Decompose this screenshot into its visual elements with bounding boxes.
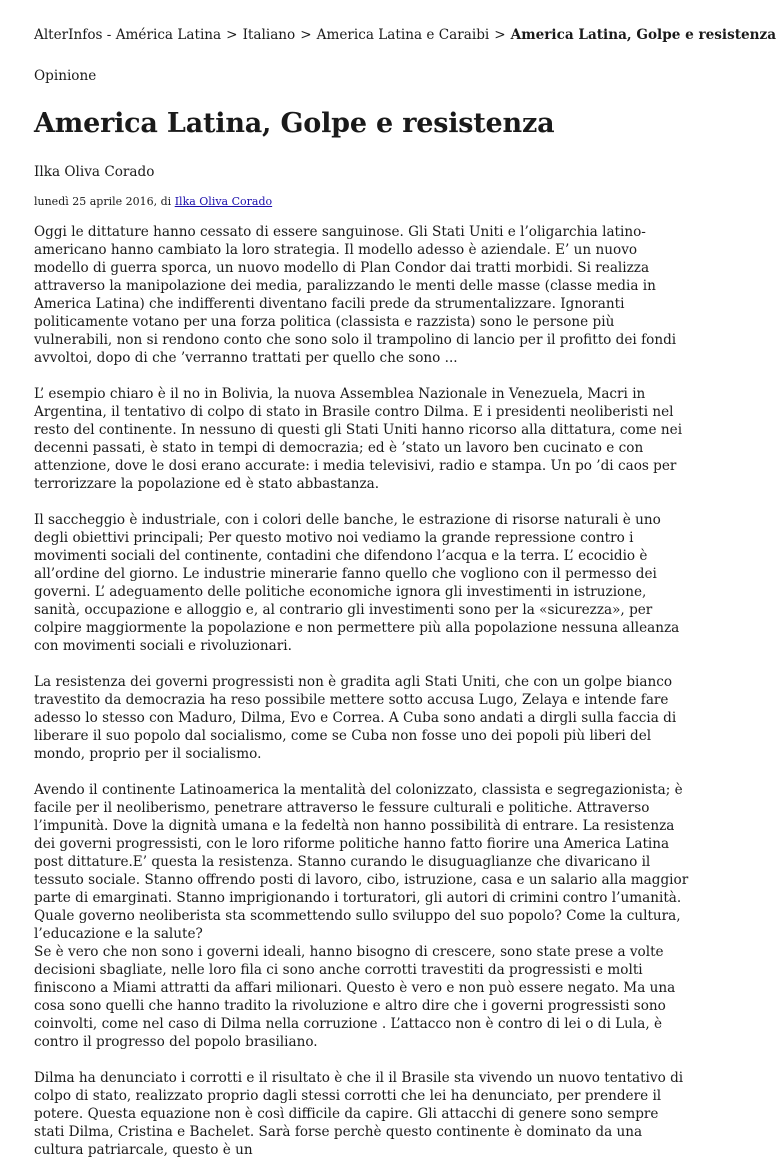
paragraph: Oggi le dittature hanno cessato di essere sanguinose. Gli Stati Uniti e l’oligarchia latino-americano hanno cambiato la loro strategia. Il modello adesso è aziendale. E’ un nuovo modello di guerra sporca, un nuovo modello di Plan Condor dai tratti morbidi. Si realizza attraverso la manipolazione dei media, paralizzando le menti delle masse (classe media in America Latina) che indifferenti diventano facili prede da strumentalizzare. Ignoranti politicamente votano per una forza politica (classista e razzista) sono le persone più vulnerabili, non si rendono conto che sono solo il trampolino di lancio per il profitto dei fondi avvoltoi, dopo di che ’verranno trattati per quello che sono ... (34, 224, 677, 366)
article-date: lunedì 25 aprile 2016, di (34, 195, 172, 208)
article-author: Ilka Oliva Corado (34, 164, 155, 180)
breadcrumb-separator: > (300, 27, 312, 43)
paragraph: Dilma ha denunciato i corrotti e il risultato è che il il Brasile sta vivendo un nuovo tentativo di colpo di stato, realizzato proprio dagli stessi corrotti che lei ha denunciato, per prendere il potere. Questa equazione non è così difficile da capire. Gli attacchi di genere sono sempre stati Dilma, Cristina e Bachelet. Sarà forse perchè questo continente è dominato da una cultura patriarcale, questo è un (34, 1070, 684, 1158)
breadcrumb-separator: > (226, 27, 238, 43)
breadcrumb-separator: > (494, 27, 506, 43)
breadcrumb (34, 26, 776, 44)
page-title: America Latina, Golpe e resistenza (34, 108, 555, 139)
article-body (34, 223, 691, 1159)
paragraph: Avendo il continente Latinoamerica la mentalità del colonizzato, classista e segregazionista; è facile per il neoliberismo, penetrare attraverso le fessure culturali e politiche. Attraverso l’impunità. Dove la dignità umana e la fedeltà non hanno possibilità di entrare. La resistenza dei governi progressisti, con le loro riforme politiche hanno fatto fiorire una America Latina post dittature.E’ questa la resistenza. Stanno curando le disuguaglianze che divaricano il tessuto sociale. Stanno offrendo posti di lavoro, cibo, istruzione, casa e un salario alla maggior parte di emarginati. Stanno imprigionando i torturatori, gli autori di crimini contro l’umanità. Quale governo neoliberista sta scommettendo sullo sviluppo del suo popolo? Come la cultura, l’educazione e la salute? Se è vero che non sono i governi ideali, hanno bisogno di crescere, sono state prese a volte decisioni sbagliate, nelle loro fila ci sono anche corrotti travestiti da progressisti e molti finiscono a Miami attratti da affari milionari. Questo è vero e non può essere negato. Ma una cosa sono quelli che hanno tradito la rivoluzione e altro dire che i governi progressisti sono coinvolti, come nel caso di Dilma nella corruzione . L’attacco non è contro di lei o di Lula, è contro il progresso del popolo brasiliano. (34, 782, 689, 1050)
breadcrumb-item-america-latina-caraibi[interactable]: America Latina e Caraibi (316, 27, 490, 43)
breadcrumb-item-alterinfos[interactable]: AlterInfos - América Latina (34, 27, 222, 43)
section-label: Opinione (34, 68, 97, 84)
breadcrumb-item-italiano[interactable]: Italiano (242, 27, 296, 43)
breadcrumb-current: America Latina, Golpe e resistenza (510, 27, 776, 43)
paragraph: Il saccheggio è industriale, con i colori delle banche, le estrazione di risorse naturali è uno degli obiettivi principali; Per questo motivo noi vediamo la grande repressione contro i movimenti sociali del continente, contadini che difendono l’acqua e la terra. L’ ecocidio è all’ordine del giorno. Le industrie minerarie fanno quello che vogliono con il permesso dei governi. L’ adeguamento delle politiche economiche ignora gli investimenti in istruzione, sanità, occupazione e alloggio e, al contrario gli investimenti sono per la «sicurezza», per colpire maggiormente la popolazione e non permettere più alla popolazione nessuna alleanza con movimenti sociali e rivoluzionari. (34, 512, 680, 654)
paragraph: La resistenza dei governi progressisti non è gradita agli Stati Uniti, che con un golpe bianco travestito da democrazia ha reso possibile mettere sotto accusa Lugo, Zelaya e intende fare adesso lo stesso con Maduro, Dilma, Evo e Correa. A Cuba sono andati a dirgli sulla faccia di liberare il suo popolo dal socialismo, come se Cuba non fosse uno dei popoli più liberi del mondo, proprio per il socialismo. (34, 674, 677, 762)
author-link[interactable]: Ilka Oliva Corado (174, 195, 273, 208)
article-byline (34, 195, 691, 209)
paragraph: L’ esempio chiaro è il no in Bolivia, la nuova Assemblea Nazionale in Venezuela, Macri in Argentina, il tentativo di colpo di stato in Brasile contro Dilma. E i presidenti neoliberisti nel resto del continente. In nessuno di questi gli Stati Uniti hanno ricorso alla dittatura, come nei decenni passati, è stato in tempi di democrazia; ed è ’stato un lavoro ben cucinato e con attenzione, dove le dosi erano accurate: i media televisivi, radio e stampa. Un po ’di caos per terrorizzare la popolazione ed è stato abbastanza. (34, 386, 683, 492)
